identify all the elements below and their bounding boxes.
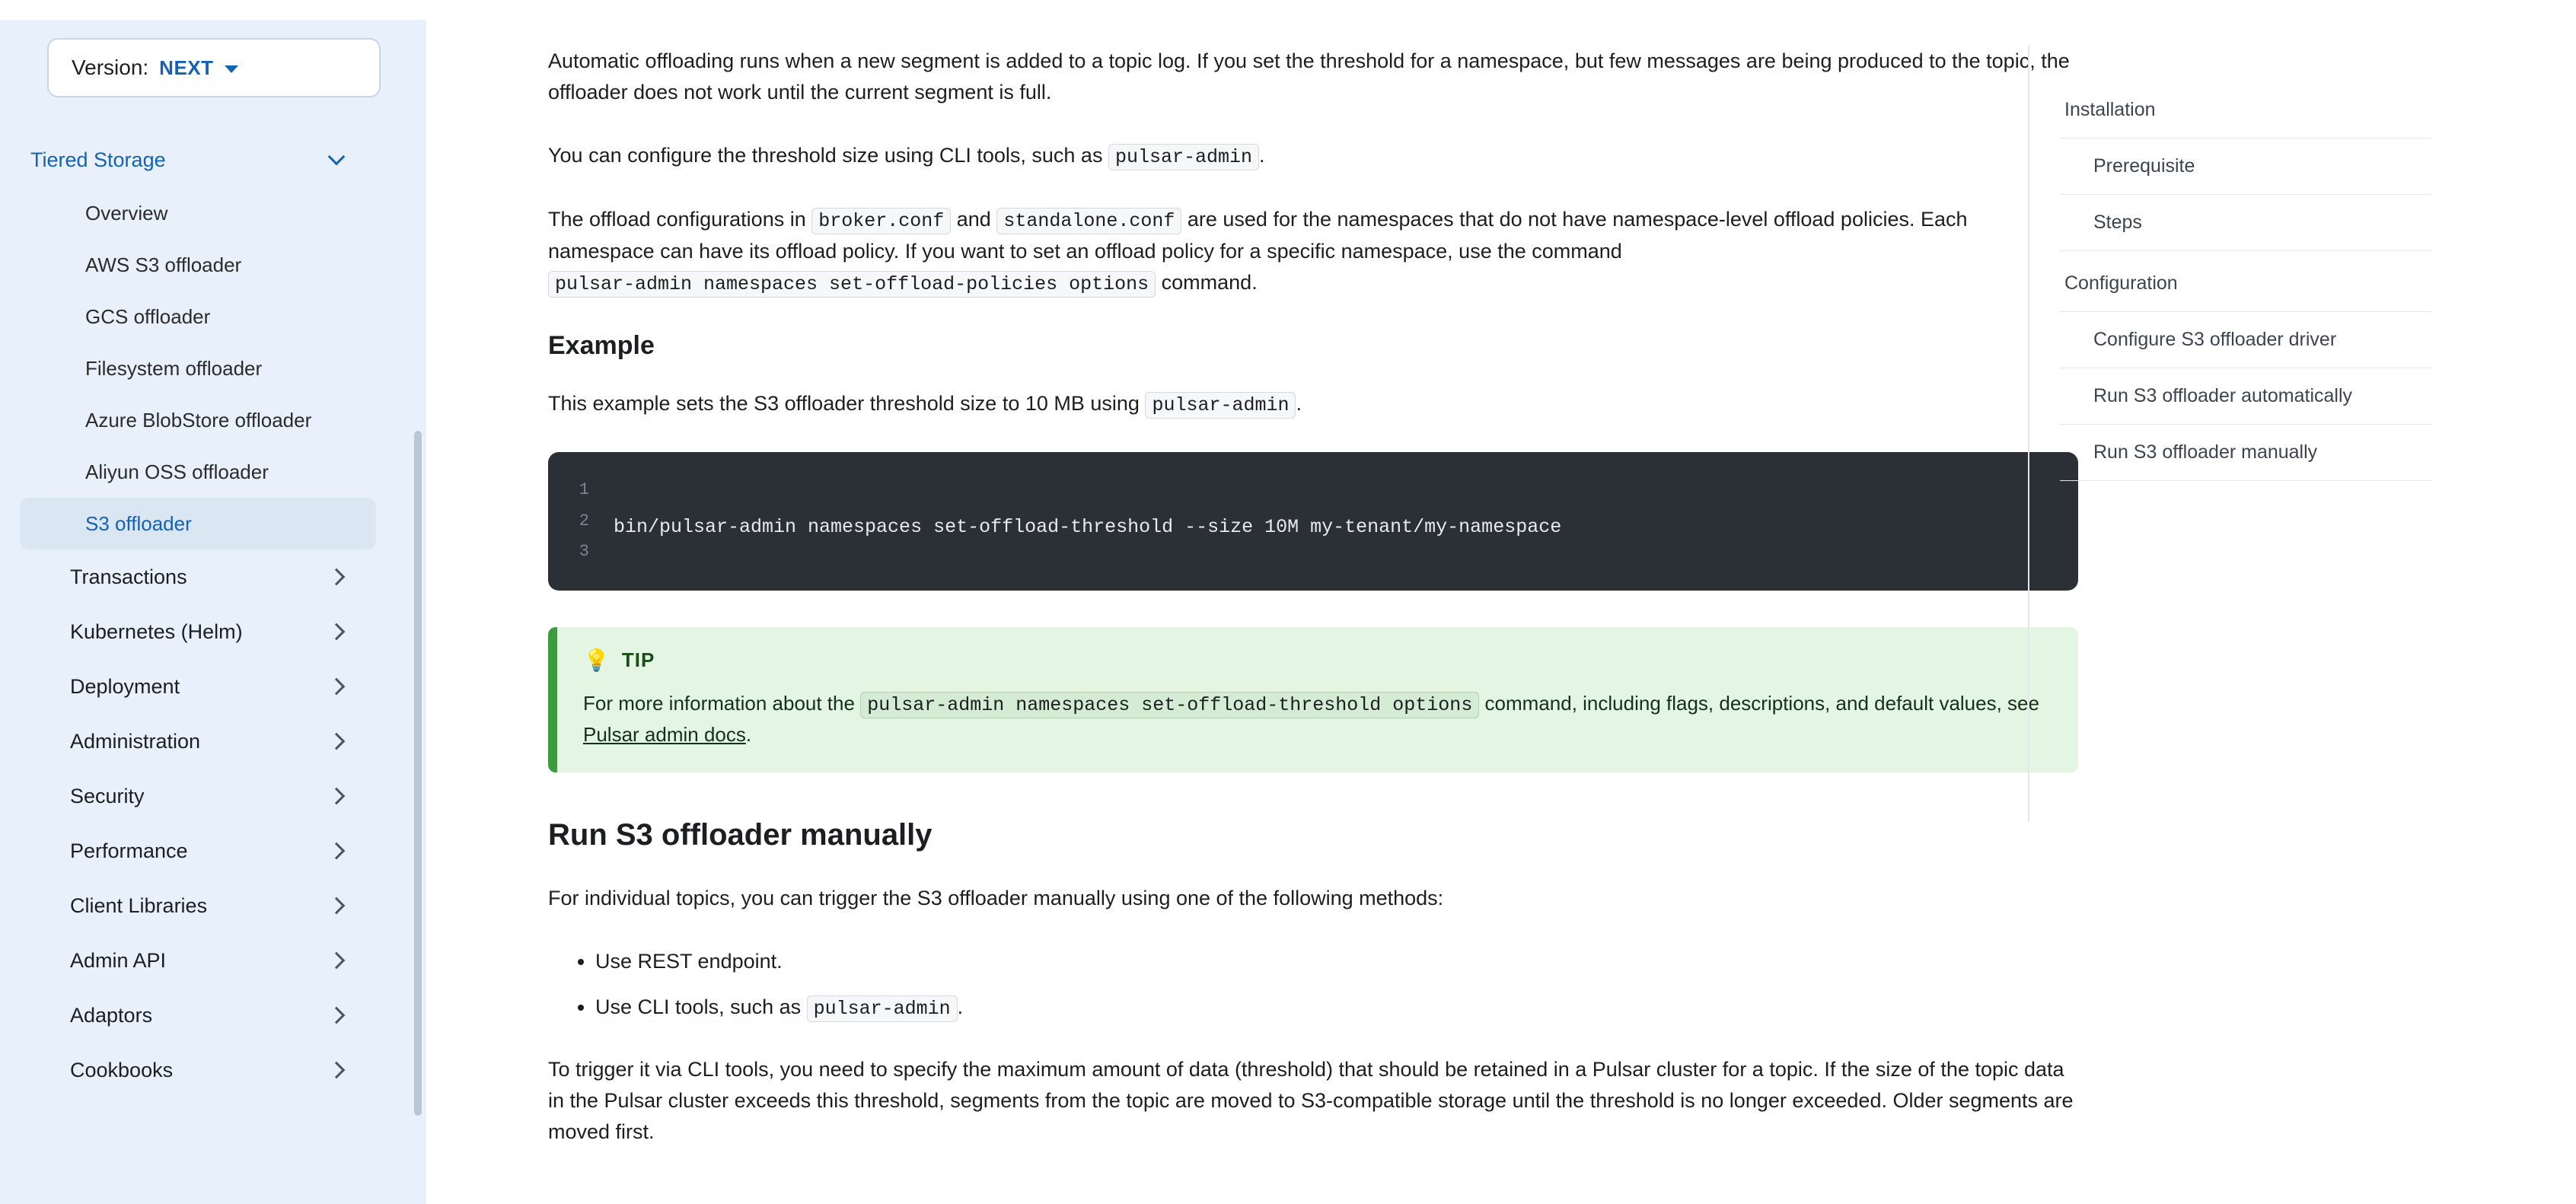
inline-code-pulsar-admin: pulsar-admin	[1108, 144, 1259, 170]
sidebar-item-filesystem-offloader[interactable]	[20, 342, 376, 394]
article-body	[548, 46, 2078, 1148]
sidebar-item-label: Transactions	[70, 565, 187, 588]
text-fragment: Use CLI tools, such as	[595, 995, 807, 1019]
chevron-right-icon	[328, 733, 346, 750]
table-of-contents	[2028, 46, 2485, 822]
chevron-right-icon	[328, 788, 346, 805]
inline-code-set-offload-policies: pulsar-admin namespaces set-offload-policies options	[548, 271, 1156, 298]
line-number: 2	[579, 511, 589, 530]
inline-code-broker-conf: broker.conf	[811, 208, 951, 234]
chevron-right-icon	[328, 1007, 346, 1024]
paragraph-threshold-cli	[548, 140, 2078, 172]
tip-body	[583, 689, 2052, 750]
sidebar-item-s3-offloader[interactable]	[20, 498, 376, 549]
text-fragment: command, including flags, descriptions, and default values, see	[1479, 692, 2039, 715]
chevron-right-icon	[328, 952, 346, 970]
text-fragment: and	[951, 208, 997, 231]
chevron-right-icon	[328, 1062, 346, 1079]
text-fragment: command.	[1156, 271, 1258, 295]
paragraph-trigger-cli: To trigger it via CLI tools, you need to specify the maximum amount of data (threshold) that should be retained in a Pulsar cluster for a topic. If the size of the topic data in the Pulsar cluster exceeds this threshold, segments from the topic are moved to S3-compatible storage until the threshold is no longer exceeded. Older segments are moved first.	[548, 1057, 2074, 1143]
sidebar-item-label: Deployment	[70, 674, 180, 698]
sidebar-item-gcs-offloader[interactable]	[20, 291, 376, 342]
version-selector[interactable]	[47, 38, 381, 97]
sidebar-nav	[0, 132, 426, 1097]
paragraph-example-intro	[548, 388, 2078, 420]
text-fragment: The offload configurations in	[548, 208, 812, 231]
chevron-down-icon	[225, 65, 238, 73]
paragraph-automatic-offloading: Automatic offloading runs when a new segment is added to a topic log. If you set the threshold for a namespace, but few messages are being produced to the topic, the offloader does not work until the current segment is full.	[548, 49, 2070, 104]
lightbulb-icon: 💡	[583, 648, 610, 672]
text-fragment: For more information about the	[583, 692, 861, 715]
text-fragment: .	[957, 995, 964, 1019]
chevron-right-icon	[328, 569, 346, 586]
chevron-down-icon	[328, 148, 346, 166]
text-fragment: .	[1258, 144, 1265, 167]
sidebar-item-kubernetes-helm[interactable]	[20, 604, 376, 659]
sidebar-item-aliyun-oss-offloader[interactable]	[20, 446, 376, 498]
chevron-right-icon	[328, 623, 346, 641]
list-item	[595, 992, 2078, 1024]
sidebar-item-label: Performance	[70, 839, 188, 862]
text-fragment: This example sets the S3 offloader threshold size to 10 MB using	[548, 392, 1146, 416]
code-block[interactable]	[548, 452, 2078, 591]
text-fragment: .	[745, 722, 752, 746]
sidebar-item-label: Cookbooks	[70, 1058, 174, 1081]
sidebar-item-label: Client Libraries	[70, 893, 208, 917]
inline-code-pulsar-admin: pulsar-admin	[1145, 392, 1296, 419]
sidebar-item-label: Admin API	[70, 948, 167, 972]
code-line: bin/pulsar-admin namespaces set-offload-threshold --size 10M my-tenant/my-namespace	[614, 516, 1562, 539]
text-fragment: You can configure the threshold size using CLI tools, such as	[548, 144, 1108, 167]
main-content	[426, 20, 2576, 1204]
code-line-numbers	[548, 475, 601, 568]
sidebar-item-label: Security	[70, 784, 145, 807]
sidebar-item-label: GCS offloader	[85, 304, 211, 328]
version-value: NEXT	[159, 56, 214, 79]
sidebar-item-label: Aliyun OSS offloader	[85, 460, 269, 483]
heading-run-s3-offloader-manually: Run S3 offloader manually	[548, 817, 933, 852]
sidebar-item-security[interactable]	[20, 769, 376, 823]
inline-code-set-offload-threshold-options: pulsar-admin namespaces set-offload-threshold options	[860, 692, 1479, 718]
sidebar-item-performance[interactable]	[20, 823, 376, 878]
sidebar-scrollbar[interactable]	[414, 431, 422, 1116]
code-content	[601, 475, 1561, 568]
chevron-right-icon	[328, 897, 346, 915]
methods-list	[548, 946, 2078, 1024]
link-pulsar-admin-docs[interactable]: Pulsar admin docs	[583, 722, 746, 746]
sidebar-item-azure-blobstore-offloader[interactable]	[20, 394, 376, 446]
list-item	[595, 946, 2078, 977]
sidebar-item-label: Adaptors	[70, 1003, 153, 1027]
sidebar-item-tiered-storage[interactable]	[0, 132, 376, 187]
toc-spacer	[2060, 251, 2431, 272]
toc-group-title-installation: Installation	[2064, 99, 2156, 120]
sidebar-item-label: Tiered Storage	[30, 148, 166, 171]
tip-title: TIP	[621, 648, 655, 672]
line-number: 1	[579, 480, 589, 500]
sidebar-item-label: Administration	[70, 729, 201, 753]
text-fragment: .	[1296, 392, 1302, 416]
sidebar-item-transactions[interactable]	[20, 549, 376, 604]
sidebar-item-overview[interactable]	[20, 187, 376, 239]
toc-item-configure-s3-offloader-driver[interactable]: Configure S3 offloader driver	[2060, 311, 2431, 368]
toc-item-prerequisite[interactable]: Prerequisite	[2060, 138, 2431, 195]
sidebar-item-label: AWS S3 offloader	[85, 253, 242, 276]
sidebar-item-deployment[interactable]	[20, 659, 376, 714]
inline-code-standalone-conf: standalone.conf	[996, 208, 1181, 234]
sidebar-item-label: Kubernetes (Helm)	[70, 620, 243, 643]
sidebar-item-label: Filesystem offloader	[85, 356, 263, 380]
line-number: 3	[579, 542, 589, 562]
tip-header	[583, 648, 2052, 672]
tip-callout	[548, 627, 2078, 772]
sidebar-item-administration[interactable]	[20, 714, 376, 769]
heading-example: Example	[548, 331, 655, 361]
paragraph-offload-configurations	[548, 204, 2078, 299]
sidebar-item-aws-s3-offloader[interactable]	[20, 239, 376, 291]
toc-group-title-configuration: Configuration	[2064, 272, 2178, 294]
toc-item-run-s3-offloader-manually[interactable]: Run S3 offloader manually	[2060, 425, 2431, 481]
sidebar-item-adaptors[interactable]	[20, 988, 376, 1043]
sidebar-item-label: Overview	[85, 201, 168, 225]
text-fragment: are used for the namespaces that do not have namespace-level offload policies. Each namespace can have its offload policy. If you want to set an offload policy for a specific namespace, use the command	[548, 208, 1968, 263]
toc-item-run-s3-offloader-automatically[interactable]: Run S3 offloader automatically	[2060, 368, 2431, 425]
version-label: Version:	[72, 56, 149, 79]
toc-item-steps[interactable]: Steps	[2060, 195, 2431, 251]
sidebar-item-client-libraries[interactable]	[20, 878, 376, 933]
sidebar-item-label: S3 offloader	[85, 511, 192, 535]
sidebar-item-cookbooks[interactable]	[20, 1043, 376, 1097]
sidebar	[0, 20, 426, 1204]
chevron-right-icon	[328, 842, 346, 860]
paragraph-manual-intro: For individual topics, you can trigger the S3 offloader manually using one of the following methods:	[548, 886, 1444, 909]
inline-code-pulsar-admin: pulsar-admin	[807, 995, 958, 1022]
text-fragment: Use REST endpoint.	[595, 949, 783, 973]
chevron-right-icon	[328, 678, 346, 696]
sidebar-item-label: Azure BlobStore offloader	[85, 408, 312, 432]
sidebar-item-admin-api[interactable]	[20, 933, 376, 988]
